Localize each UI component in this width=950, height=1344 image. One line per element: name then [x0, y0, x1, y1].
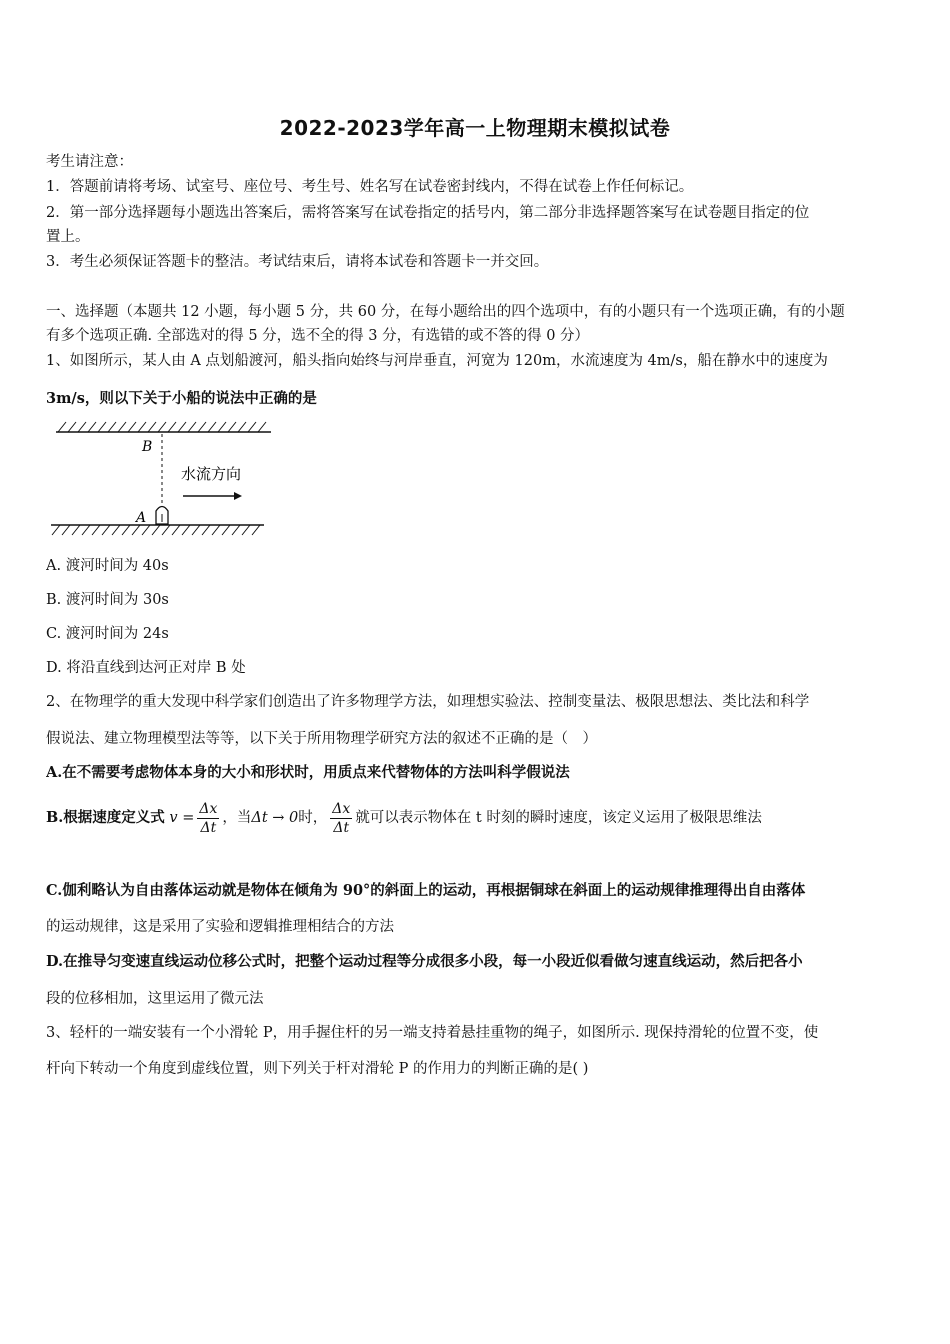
delta-x-over-delta-t: $\frac{\Delta x}{\Delta t}$	[332, 800, 351, 836]
q1-option-b: B. 渡河时间为 30s	[46, 592, 169, 608]
point-b-label: B	[142, 439, 153, 455]
q1-stem: 1、如图所示，某人由 A 点划船渡河，船头指向始终与河岸垂直，河宽为 120m，水流速度为 4m/s，船在静水中的速度为	[46, 353, 828, 369]
q2-option-d-cont: 段的位移相加，这里运用了微元法	[46, 991, 264, 1007]
flow-arrow-icon	[234, 492, 242, 500]
q2-option-b: B.根据速度定义式 v = $\frac{\Delta x}{\Delta t}$ ，当Δt → 0时， $\frac{\Delta x}{\Delta t}$ 就可以表示物体在 t 时刻的瞬时速度，该定义运用了极限思维法	[46, 800, 762, 836]
point-a-label: A	[136, 510, 147, 526]
q1-option-c: C. 渡河时间为 24s	[46, 626, 169, 642]
exam-title: 2022-2023学年高一上物理期末模拟试卷	[279, 116, 671, 140]
notice-heading: 考生请注意：	[46, 154, 133, 170]
section-header: 有多个选项正确. 全部选对的得 5 分，选不全的得 3 分，有选错的或不答的得 0 分）	[46, 328, 590, 344]
limit-expression: Δt → 0	[251, 810, 299, 826]
q3-stem: 杆向下转动一个角度到虚线位置，则下列关于杆对滑轮 P 的作用力的判断正确的是( )	[46, 1061, 589, 1077]
notice-line: 置上。	[46, 229, 90, 245]
q2-option-c-cont: 的运动规律，这是采用了实验和逻辑推理相结合的方法	[46, 919, 394, 935]
q2-option-d: D.在推导匀变速直线运动位移公式时，把整个运动过程等分成很多小段，每一小段近似看做匀速直线运动，然后把各小	[46, 953, 803, 970]
delta-x-over-delta-t: $\frac{\Delta x}{\Delta t}$	[199, 800, 218, 836]
notice-line: 3．考生必须保证答题卡的整洁。考试结束后，请将本试卷和答题卡一并交回。	[46, 254, 549, 270]
notice-line: 2．第一部分选择题每小题选出答案后，需将答案写在试卷指定的括号内，第二部分非选择题答案写在试卷题目指定的位	[46, 205, 810, 221]
q1-option-d: D. 将沿直线到达河正对岸 B 处	[46, 660, 246, 676]
notice-line: 1．答题前请将考场、试室号、座位号、考生号、姓名写在试卷密封线内，不得在试卷上作任何标记。	[46, 179, 694, 195]
q2-option-b-suffix: 就可以表示物体在 t 时刻的瞬时速度，该定义运用了极限思维法	[355, 810, 762, 826]
flow-direction-label: 水流方向	[181, 465, 242, 483]
q2-stem: 2、在物理学的重大发现中科学家们创造出了许多物理学方法，如理想实验法、控制变量法、极限思想法、类比法和科学	[46, 694, 810, 710]
velocity-symbol: v =	[169, 810, 195, 826]
q2-option-a: A.在不需要考虑物体本身的大小和形状时，用质点来代替物体的方法叫科学假说法	[46, 764, 570, 781]
q3-stem: 3、轻杆的一端安装有一个小滑轮 P，用手握住杆的另一端支持着悬挂重物的绳子，如图所示. 现保持滑轮的位置不变，使	[46, 1025, 819, 1041]
section-header: 一、选择题（本题共 12 小题，每小题 5 分，共 60 分，在每小题给出的四个选项中，有的小题只有一个选项正确，有的小题	[46, 304, 845, 320]
q2-option-b-prefix: B.根据速度定义式	[46, 809, 165, 826]
q1-option-a: A. 渡河时间为 40s	[46, 558, 169, 574]
river-figure	[46, 418, 276, 543]
q2-option-c: C.伽利略认为自由落体运动就是物体在倾角为 90°的斜面上的运动，再根据铜球在斜面上的运动规律推理得出自由落体	[46, 882, 806, 899]
q1-stem: 3m/s，则以下关于小船的说法中正确的是	[46, 390, 317, 407]
q2-stem: 假说法、建立物理模型法等等，以下关于所用物理学研究方法的叙述不正确的是（ ）	[46, 731, 597, 747]
